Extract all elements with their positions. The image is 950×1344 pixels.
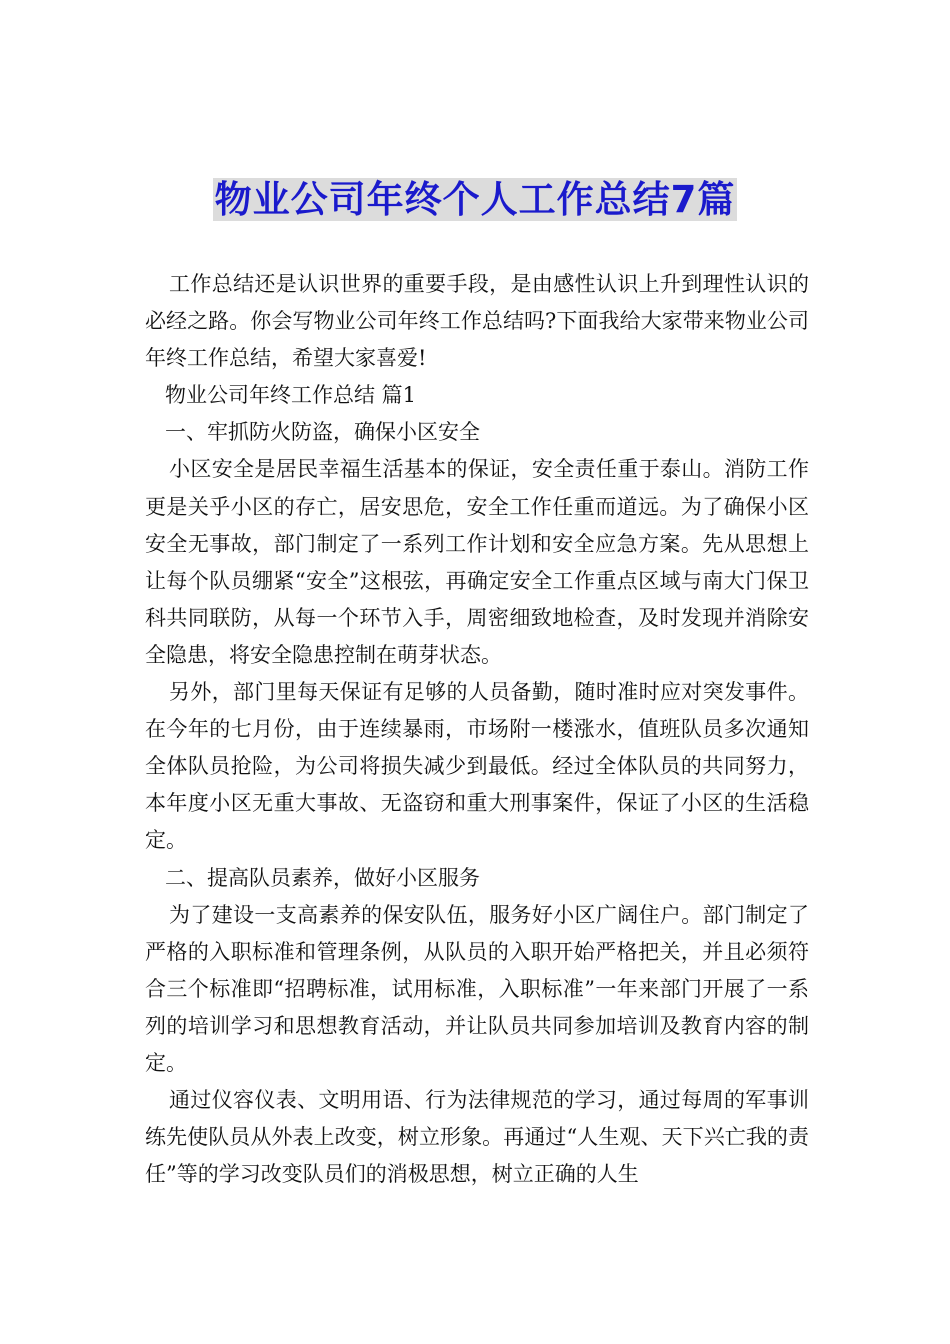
paragraph: 通过仪容仪表、文明用语、行为法律规范的学习，通过每周的军事训练先使队员从外表上改变，树立形象。再通过“人生观、天下兴亡我的责任”等的学习改变队员们的消极思想，树立正确的人生 <box>145 1088 809 1187</box>
document-title <box>0 172 950 228</box>
paragraph-intro: 工作总结还是认识世界的重要手段，是由感性认识上升到理性认识的必经之路。你会写物业公司年终工作总结吗?下面我给大家带来物业公司年终工作总结，希望大家喜爱! <box>145 272 809 371</box>
document-body <box>145 266 809 1193</box>
subheading-2: 二、提高队员素养，做好小区服务 <box>165 865 480 890</box>
paragraph: 另外，部门里每天保证有足够的人员备勤，随时准时应对突发事件。在今年的七月份，由于连续暴雨，市场附一楼涨水，值班队员多次通知全体队员抢险，为公司将损失减少到最低。经过全体队员的共同努力，本年度小区无重大事故、无盗窃和重大刑事案件，保证了小区的生活稳定。 <box>145 680 809 853</box>
paragraph: 为了建设一支高素养的保安队伍，服务好小区广阔住户。部门制定了严格的入职标准和管理条例，从队员的入职开始严格把关，并且必须符合三个标准即“招聘标准，试用标准，入职标准”一年来部门开展了一系列的培训学习和思想教育活动，并让队员共同参加培训及教育内容的制定。 <box>145 902 809 1075</box>
document-title-text: 物业公司年终个人工作总结7篇 <box>214 178 736 221</box>
section-title: 物业公司年终工作总结 篇1 <box>165 383 417 408</box>
subheading-1: 一、牢抓防火防盗，确保小区安全 <box>165 420 480 445</box>
paragraph: 小区安全是居民幸福生活基本的保证，安全责任重于泰山。消防工作更是关乎小区的存亡，居安思危，安全工作任重而道远。为了确保小区安全无事故，部门制定了一系列工作计划和安全应急方案。先从思想上让每个队员绷紧“安全”这根弦，再确定安全工作重点区域与南大门保卫科共同联防，从每一个环节入手，周密细致地检查，及时发现并消除安全隐患，将安全隐患控制在萌芽状态。 <box>145 457 809 667</box>
